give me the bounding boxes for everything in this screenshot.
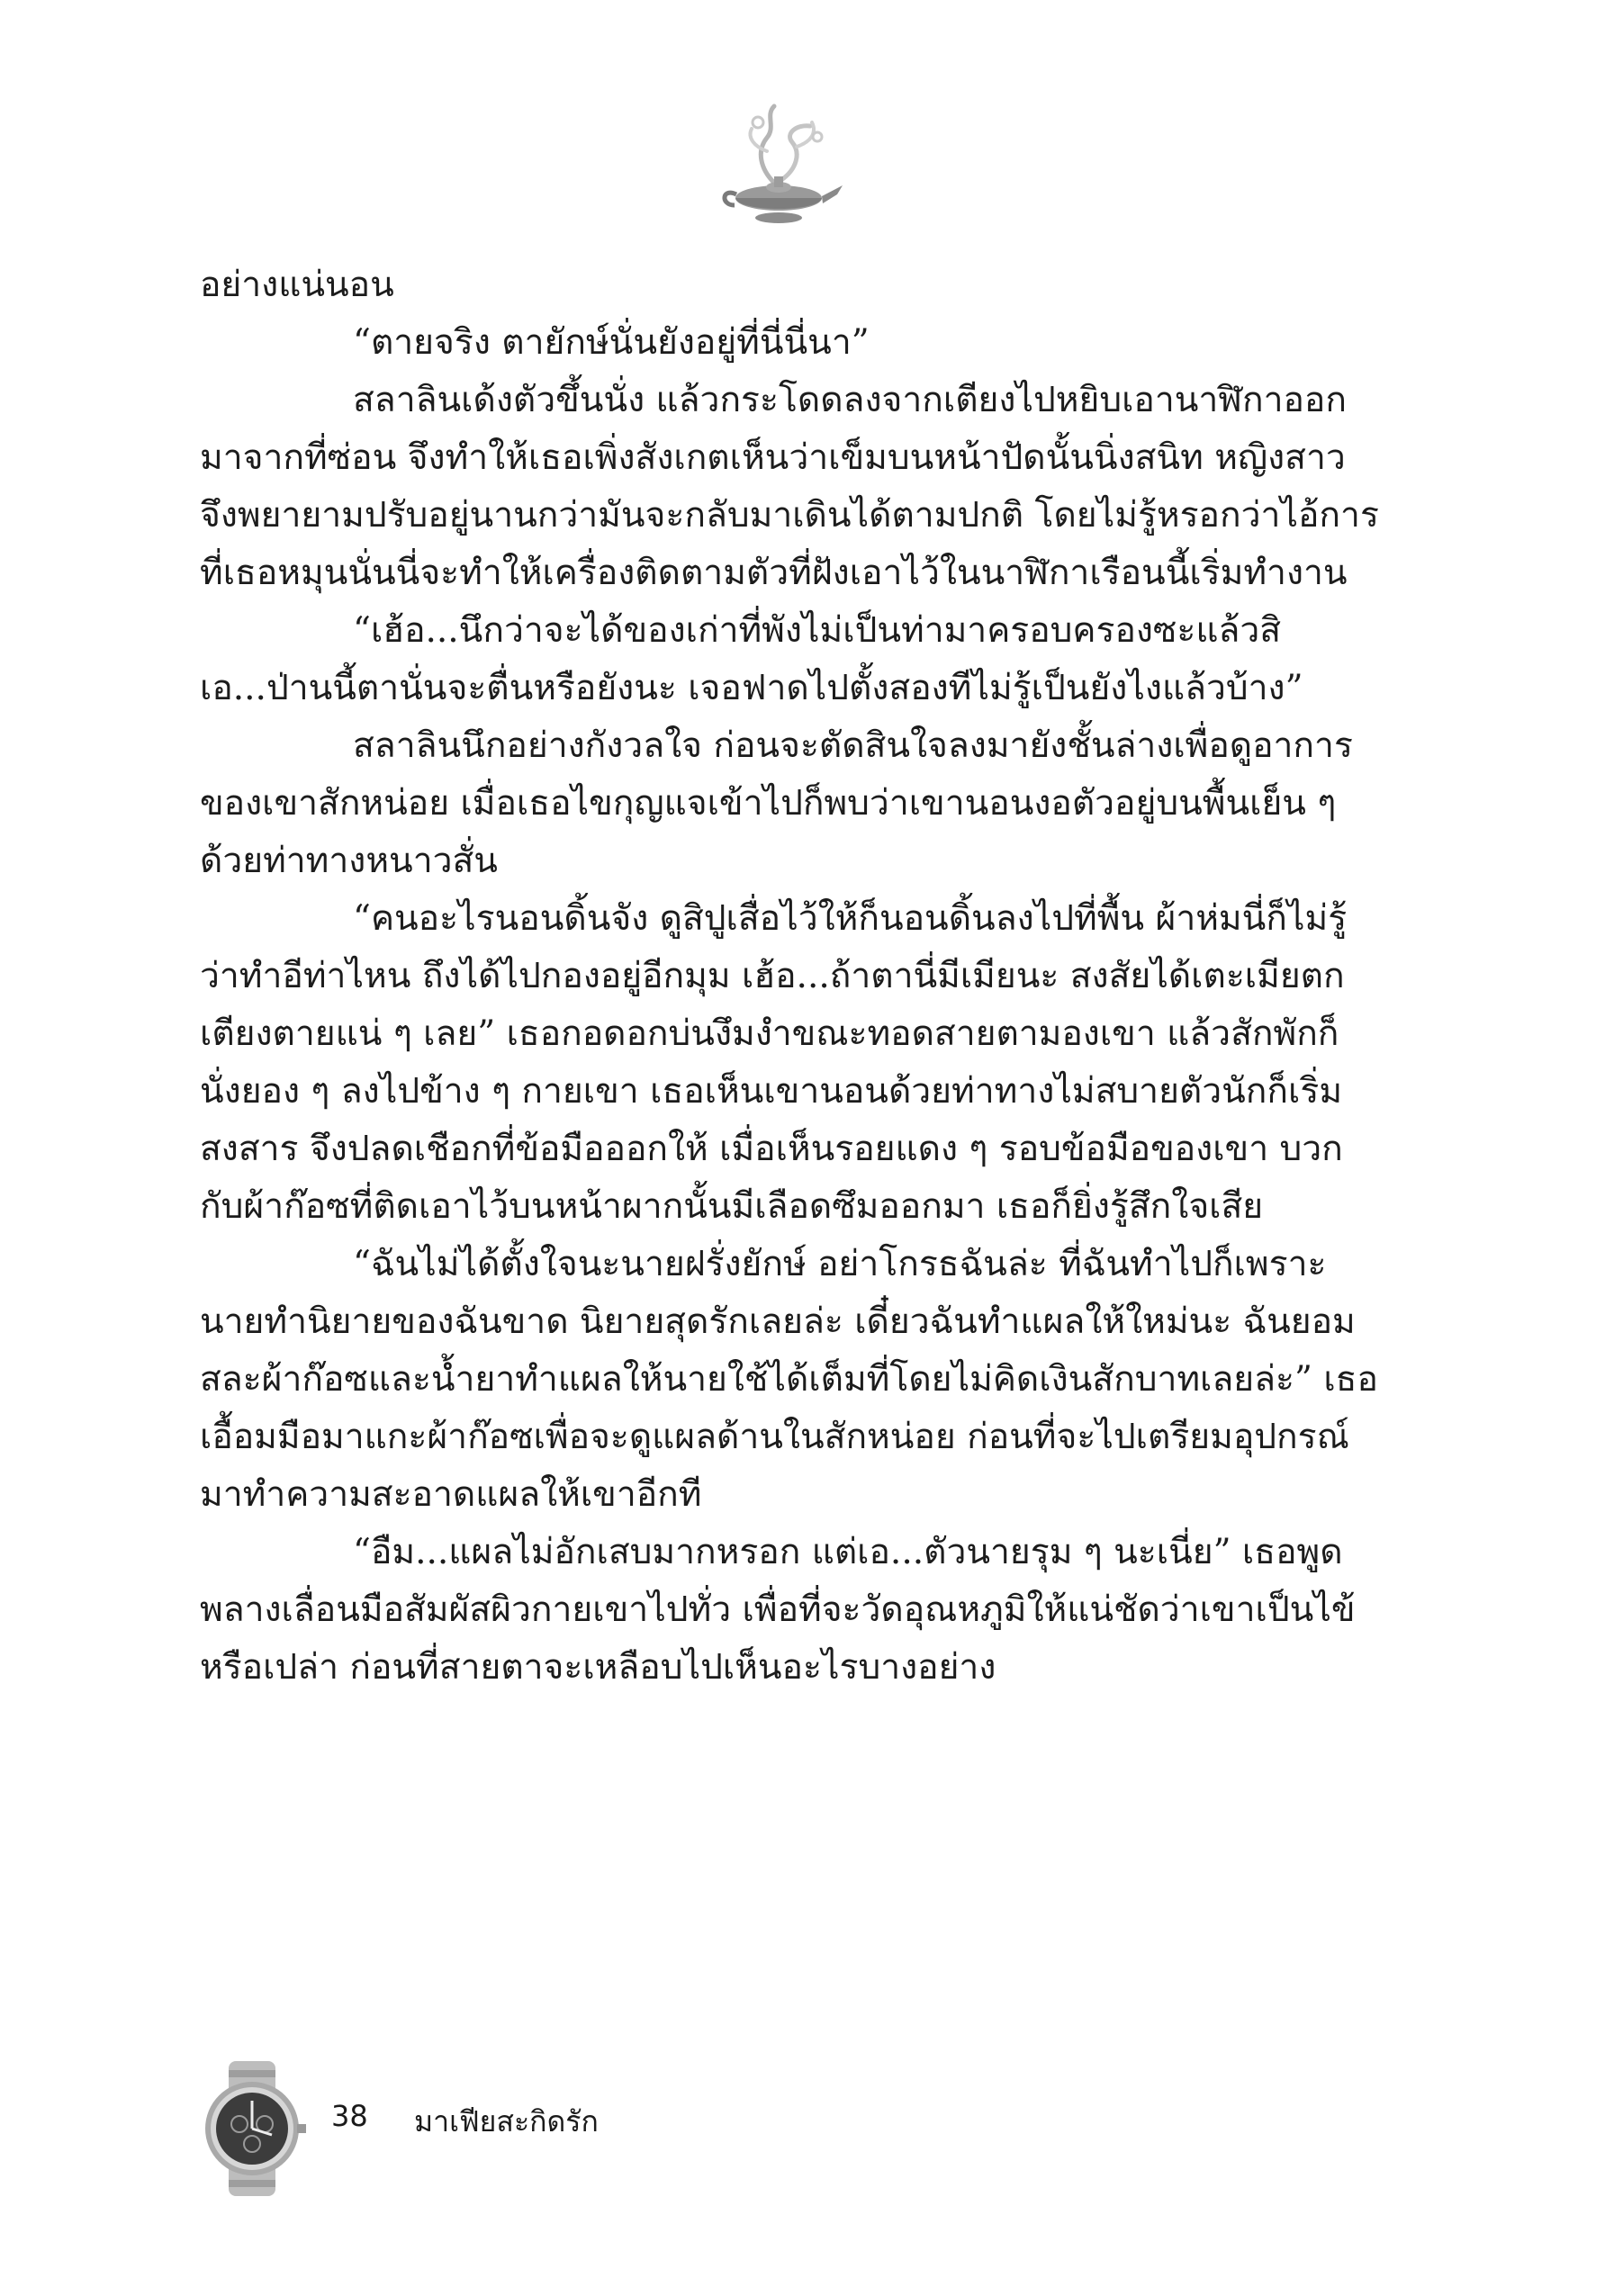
paragraph: “เฮ้อ...นึกว่าจะได้ของเก่าที่พังไม่เป็นท่ามาครอบครองซะแล้วสิ เอ...ป่านนี้ตานั่นจะตื่นหรือยังนะ เจอฟาดไปตั้งสองทีไม่รู้เป็นยังไงแล้วบ้าง” [200,610,1303,708]
paragraph: สลาลินเด้งตัวขึ้นนั่ง แล้วกระโดดลงจากเตียงไปหยิบเอานาฬิกาออกมาจากที่ซ่อน จึงทำให้เธอเพิ่งสังเกตเห็นว่าเข็มบนหน้าปัดนั้นนิ่งสนิท หญิงสาวจึงพยายามปรับอยู่นานกว่ามันจะกลับมาเดินได้ตามปกติ โดยไม่รู้หรอกว่าไอ้การที่เธอหมุนนั่นนี่จะทำให้เครื่องติดตามตัวที่ฝังเอาไว้ในนาฬิกาเรือนนี้เริ่มทำงาน [200,380,1379,593]
book-title: มาเฟียสะกิดรัก [414,2104,599,2138]
page-number: 38 [331,2099,368,2133]
body-text [200,257,1379,1697]
wristwatch-icon [189,2061,315,2196]
genie-lamp-icon [711,97,846,232]
paragraph: “ตายจริง ตายักษ์นั่นยังอยู่ที่นี่นี่นา” [353,322,870,363]
paragraph: “ฉันไม่ได้ตั้งใจนะนายฝรั่งยักษ์ อย่าโกรธฉันล่ะ ที่ฉันทำไปก็เพราะนายทำนิยายของฉันขาด นิยายสุดรักเลยล่ะ เดี๋ยวฉันทำแผลให้ใหม่นะ ฉันยอมสละผ้าก๊อซและน้ำยาทำแผลให้นายใช้ได้เต็มที่โดยไม่คิดเงินสักบาทเลยล่ะ” เธอเอื้อมมือมาแกะผ้าก๊อซเพื่อจะดูแผลด้านในสักหน่อย ก่อนที่จะไปเตรียมอุปกรณ์มาทำความสะอาดแผลให้เขาอีกที [200,1244,1378,1515]
paragraph: สลาลินนึกอย่างกังวลใจ ก่อนจะตัดสินใจลงมายังชั้นล่างเพื่อดูอาการของเขาสักหน่อย เมื่อเธอไขกุญแจเข้าไปก็พบว่าเขานอนงอตัวอยู่บนพื้นเย็น ๆ ด้วยท่าทางหนาวสั่น [200,725,1353,881]
paragraph: อย่างแน่นอน [200,265,394,305]
paragraph: “คนอะไรนอนดิ้นจัง ดูสิปูเสื่อไว้ให้ก็นอนดิ้นลงไปที่พื้น ผ้าห่มนี่ก็ไม่รู้ว่าทำอีท่าไหน ถึงได้ไปกองอยู่อีกมุม เฮ้อ...ถ้าตานี่มีเมียนะ สงสัยได้เตะเมียตกเตียงตายแน่ ๆ เลย” เธอกอดอกบ่นงึมงำขณะทอดสายตามองเขา แล้วสักพักก็นั่งยอง ๆ ลงไปข้าง ๆ กายเขา เธอเห็นเขานอนด้วยท่าทางไม่สบายตัวนักก็เริ่มสงสาร จึงปลดเชือกที่ข้อมือออกให้ เมื่อเห็นรอยแดง ๆ รอบข้อมือของเขา บวกกับผ้าก๊อซที่ติดเอาไว้บนหน้าผากนั้นมีเลือดซึมออกมา เธอก็ยิ่งรู้สึกใจเสีย [200,898,1348,1227]
paragraph: “อืม...แผลไม่อักเสบมากหรอก แต่เอ...ตัวนายรุม ๆ นะเนี่ย” เธอพูดพลางเลื่อนมือสัมผัสผิวกายเขาไปทั่ว เพื่อที่จะวัดอุณหภูมิให้แน่ชัดว่าเขาเป็นไข้หรือเปล่า ก่อนที่สายตาจะเหลือบไปเห็นอะไรบางอย่าง [200,1532,1356,1688]
page-footer [189,2061,819,2196]
